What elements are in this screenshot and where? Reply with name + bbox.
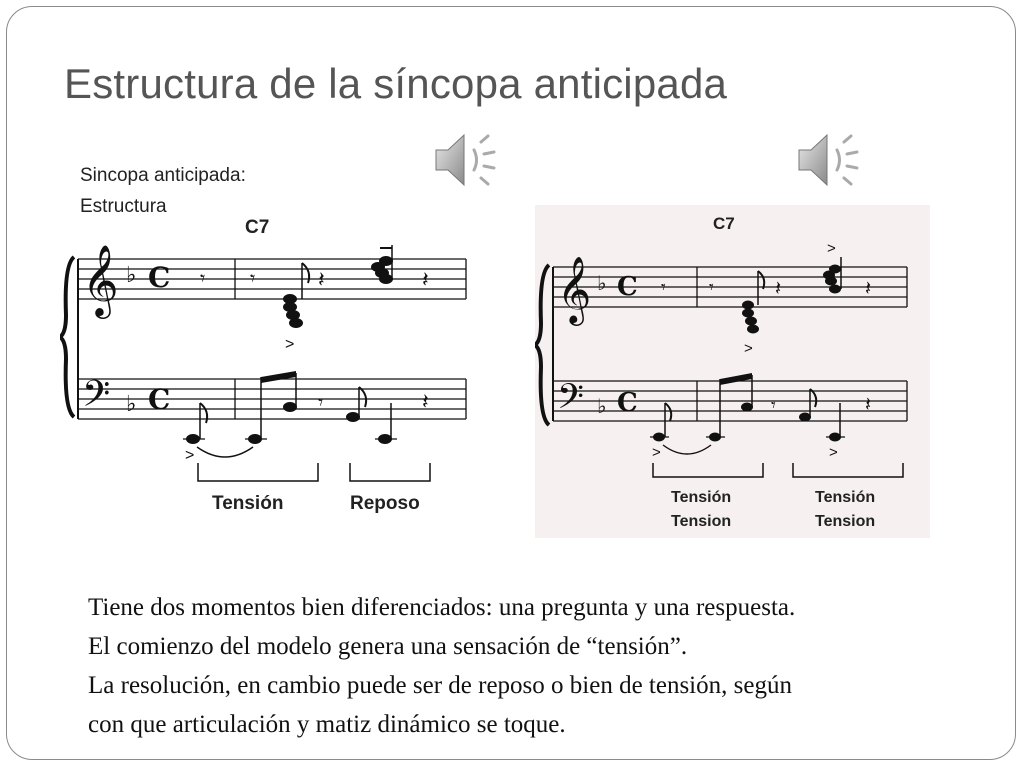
svg-text:>: > [185,447,195,464]
left-score-image [60,155,480,525]
chord-symbol: C7 [713,214,735,233]
body-line: La resolución, en cambio puede ser de reposo o bien de tensión, según [88,672,792,699]
score-label-rest: Reposo [350,493,420,514]
svg-text:𝄽: 𝄽 [318,268,325,293]
speaker-icon[interactable] [795,130,865,190]
svg-text:𝄞: 𝄞 [557,255,592,323]
score-label-tension-en: Tension [671,513,732,530]
chord-symbol: C7 [245,217,270,238]
svg-text:𝄢: 𝄢 [82,373,111,424]
body-line: Tiene dos momentos bien diferenciados: una pregunta y una respuesta. [88,594,796,621]
svg-text:𝄾: 𝄾 [250,266,256,290]
svg-text:♭: ♭ [597,271,607,295]
svg-text:♭: ♭ [597,394,607,418]
svg-text:C: C [617,388,638,418]
svg-text:𝄾: 𝄾 [709,277,714,298]
score-heading-line1: Sincopa anticipada: [80,165,246,186]
svg-text:C: C [148,383,171,416]
svg-text:𝄞: 𝄞 [82,243,119,316]
svg-text:𝄾: 𝄾 [200,266,206,290]
score-label-tension-es: Tensión [671,489,732,506]
svg-text:>: > [744,340,753,357]
right-score-image [535,205,930,538]
svg-text:>: > [829,444,838,461]
body-text [88,588,988,744]
svg-text:>: > [285,336,295,353]
svg-text:♭: ♭ [126,392,137,417]
svg-text:𝄾: 𝄾 [661,277,666,298]
svg-text:𝄽: 𝄽 [865,392,872,416]
svg-text:𝄽: 𝄽 [422,268,429,293]
svg-text:>: > [827,240,836,257]
svg-text:>: > [652,444,661,461]
svg-text:♭: ♭ [126,263,137,288]
svg-text:𝄽: 𝄽 [775,276,782,300]
score-label-tension-en: Tension [815,513,876,530]
slide-title: Estructura de la síncopa anticipada [64,60,728,107]
svg-text:𝄽: 𝄽 [865,276,872,300]
body-line: El comienzo del modelo genera una sensación de “tensión”. [88,633,688,660]
svg-text:𝄾: 𝄾 [771,395,776,416]
score-label-tension-es: Tensión [815,489,876,506]
score-heading-line2: Estructura [80,196,167,217]
svg-text:𝄾: 𝄾 [318,390,324,414]
body-line: con que articulación y matiz dinámico se toque. [88,711,566,738]
score-label-tension: Tensión [212,493,284,514]
svg-text:C: C [148,261,171,294]
svg-text:𝄽: 𝄽 [422,390,429,415]
svg-text:𝄢: 𝄢 [557,376,585,425]
svg-text:C: C [617,272,638,302]
